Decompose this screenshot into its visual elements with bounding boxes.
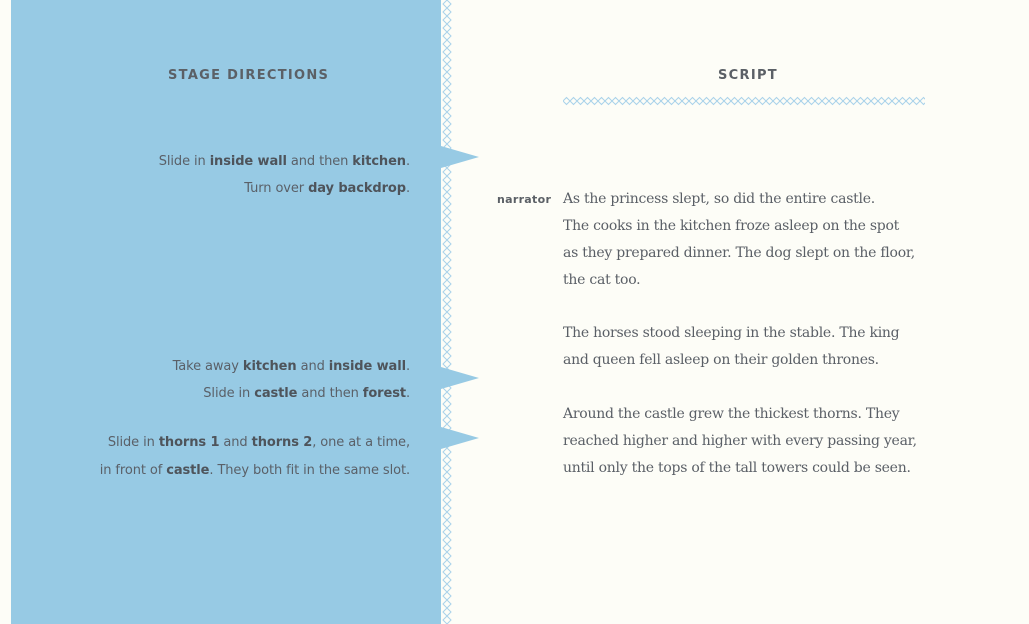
direction-text: and	[219, 435, 252, 450]
script-line: Around the castle grew the thickest thorns. They	[563, 406, 900, 422]
direction-text: . They both fit in the same slot.	[209, 463, 410, 478]
script-paragraph-2	[563, 320, 899, 374]
stage-directions-heading: STAGE DIRECTIONS	[168, 68, 330, 83]
direction-text: .	[405, 386, 410, 401]
direction-text: and then	[297, 386, 363, 401]
script-line: until only the tops of the tall towers could be seen.	[563, 460, 911, 476]
direction-text: and	[296, 359, 329, 374]
direction-prop-name: castle	[254, 386, 298, 401]
stage-direction-3	[100, 429, 410, 485]
direction-text: , one at a time,	[312, 435, 410, 450]
direction-prop-name: day backdrop	[308, 181, 406, 196]
stage-direction-2	[173, 353, 410, 407]
direction-line	[100, 457, 410, 485]
zigzag-divider	[441, 0, 453, 624]
direction-text: in front of	[99, 463, 167, 478]
script-line: The cooks in the kitchen froze asleep on the spot	[563, 218, 900, 234]
script-heading: SCRIPT	[718, 68, 778, 83]
direction-text: Slide in	[203, 386, 255, 401]
direction-text: .	[405, 359, 410, 374]
direction-line	[173, 353, 410, 380]
direction-text: Slide in	[107, 435, 159, 450]
direction-text: .	[405, 181, 410, 196]
direction-pointer-3	[441, 427, 479, 449]
script-line: The horses stood sleeping in the stable. The king	[563, 325, 900, 341]
script-line: and queen fell asleep on their golden thrones.	[563, 352, 879, 368]
direction-line	[173, 380, 410, 407]
script-line: the cat too.	[563, 272, 641, 288]
script-line: as they prepared dinner. The dog slept on the floor,	[563, 245, 915, 261]
direction-pointer-2	[441, 367, 479, 389]
script-line: As the princess slept, so did the entire castle.	[563, 191, 875, 207]
direction-text: Slide in	[158, 154, 210, 169]
stage-directions-panel	[11, 0, 441, 624]
script-paragraph-3	[563, 401, 917, 482]
speaker-label: narrator	[497, 193, 552, 206]
direction-prop-name: castle	[166, 463, 210, 478]
script-heading-underline	[563, 96, 925, 106]
direction-prop-name: inside wall	[328, 359, 406, 374]
direction-text: Turn over	[244, 181, 309, 196]
direction-pointer-1	[441, 146, 479, 168]
direction-line	[159, 175, 410, 202]
direction-text: Take away	[172, 359, 243, 374]
direction-prop-name: kitchen	[352, 154, 406, 169]
direction-text: and then	[286, 154, 353, 169]
direction-line	[159, 148, 410, 175]
direction-prop-name: thorns 1	[158, 435, 220, 450]
divider-pattern-icon	[441, 0, 453, 624]
script-paragraph-1	[563, 186, 915, 294]
direction-prop-name: inside wall	[209, 154, 287, 169]
direction-prop-name: forest	[362, 386, 406, 401]
direction-prop-name: thorns 2	[251, 435, 313, 450]
script-line: reached higher and higher with every passing year,	[563, 433, 917, 449]
direction-prop-name: kitchen	[242, 359, 297, 374]
stage-direction-1	[159, 148, 410, 202]
direction-line	[100, 429, 410, 457]
direction-text: .	[405, 154, 410, 169]
